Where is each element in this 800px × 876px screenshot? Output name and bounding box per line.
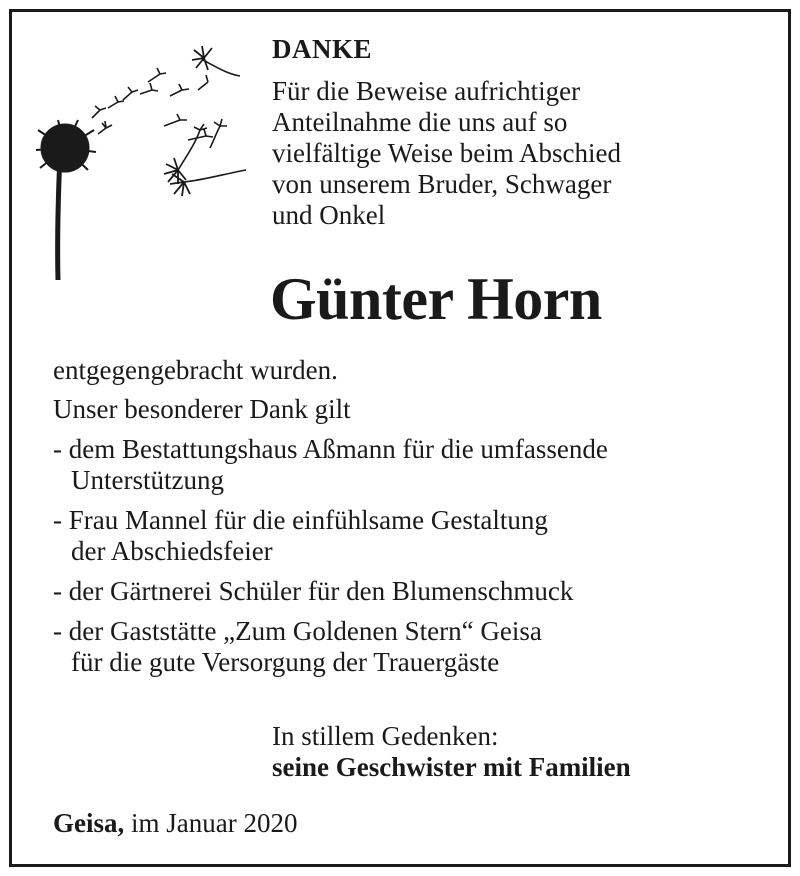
list-item [53, 616, 608, 678]
closing-line: In stillem Gedenken: [272, 721, 499, 751]
list-item-line: für die gute Versorgung der Trauergäste [71, 647, 500, 677]
intro-line: von unserem Bruder, Schwager [272, 169, 612, 199]
list-item-line: - der Gaststätte „Zum Goldenen Stern“ Geisa [53, 616, 542, 646]
intro-text [272, 76, 621, 231]
after-name-text: entgegengebracht wurden. [53, 355, 338, 385]
footer-place: Geisa, [53, 808, 125, 838]
signature: seine Geschwister mit Familien [272, 752, 631, 782]
thanks-list [53, 434, 608, 687]
footer-date: im Januar 2020 [131, 808, 298, 838]
list-item [53, 434, 608, 496]
footer [53, 808, 297, 839]
notice-heading: DANKE [272, 34, 373, 64]
list-item-line: - dem Bestattungshaus Aßmann für die umfassende [53, 434, 608, 464]
intro-line: Für die Beweise aufrichtiger [272, 76, 581, 106]
intro-line: und Onkel [272, 200, 386, 230]
list-item-line: - Frau Mannel für die einfühlsame Gestaltung [53, 505, 548, 535]
closing-block [272, 721, 631, 783]
list-item-line: Unterstützung [71, 465, 224, 495]
list-item-line: - der Gärtnerei Schüler für den Blumenschmuck [53, 576, 574, 606]
intro-line: vielfältige Weise beim Abschied [272, 138, 621, 168]
list-item [53, 505, 608, 567]
dandelion-icon [28, 30, 258, 285]
intro-line: Anteilnahme die uns auf so [272, 107, 568, 137]
thanks-intro: Unser besonderer Dank gilt [53, 394, 351, 424]
list-item-line: der Abschiedsfeier [71, 536, 273, 566]
deceased-name: Günter Horn [270, 266, 602, 332]
list-item [53, 576, 608, 607]
